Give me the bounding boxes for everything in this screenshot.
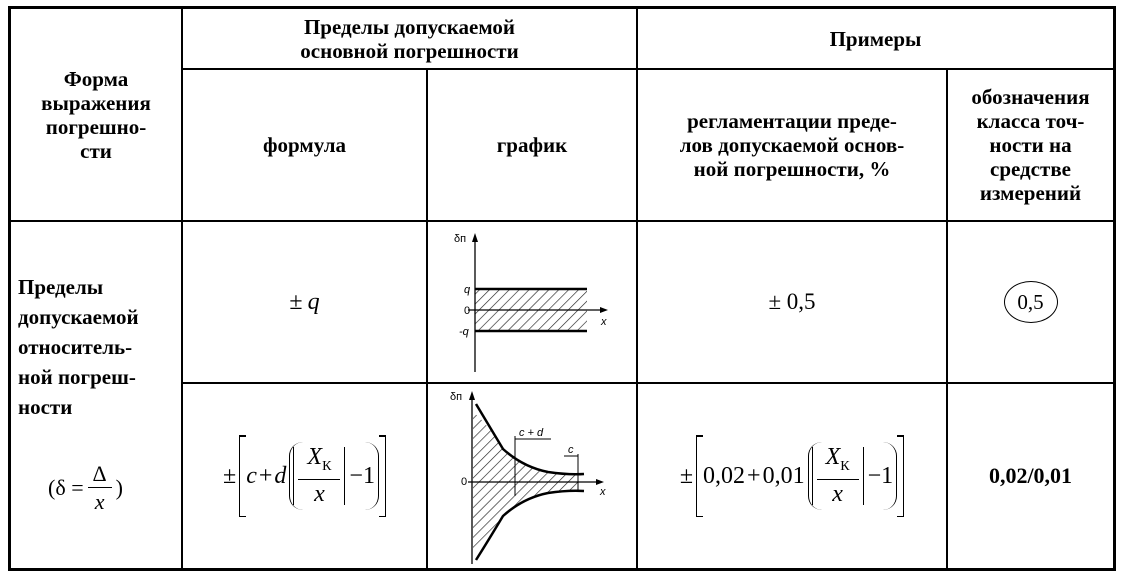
row2-formula: ± c + d $X_К$ x −1 (183, 384, 426, 568)
table-border-bottom (8, 568, 1116, 571)
graph1-y-label: δп (454, 233, 467, 245)
header-form: Форма выражения погрешно- сти (41, 66, 151, 163)
graph2-x-arrow (596, 479, 604, 485)
row1-example: ± 0,5 (768, 289, 816, 314)
header-graph: график (496, 133, 568, 157)
graph1-x-label: x (601, 316, 607, 328)
graph2-y-arrow (469, 391, 475, 400)
header-formula: формула (263, 133, 346, 157)
graph1-zero-label: 0 (464, 305, 471, 317)
class-mark-circle: 0,5 (1004, 281, 1058, 323)
graph1-y-arrow (472, 233, 478, 242)
graph2-c-label: c (568, 444, 574, 456)
graph-constant-limits (428, 222, 636, 382)
graph1-upper-label: q (464, 284, 471, 296)
row-label-formula: (δ = Δ x ) (48, 460, 123, 514)
row2-class-mark: 0,02/0,01 (988, 463, 1073, 488)
graph2-zero-label: 0 (461, 476, 468, 488)
graph2-x-label: x (600, 486, 606, 498)
table-border-right (1113, 6, 1116, 571)
header-designation: обозначения класса точ- ности на средстве измерений (971, 85, 1090, 205)
row2-example: ± 0,02 + 0,01 $X_К$ x −1 (638, 384, 946, 568)
row-label-relative-error: Пределы допускаемой относитель- ной погреш- ности (18, 275, 139, 419)
graph-binomial-limits (428, 384, 636, 568)
graph1-lower-label: -q (459, 326, 469, 338)
header-regulation: регламентации преде- лов допускаемой основ- ной погрешности, % (679, 109, 905, 181)
graph2-cd-label: c + d (519, 427, 544, 439)
graph2-y-label: δп (450, 391, 463, 403)
header-examples-group: Примеры (829, 26, 922, 51)
row1-class-cell (948, 222, 1113, 382)
row1-formula: ± q (289, 289, 320, 315)
header-limits-group: Пределы допускаемой основной погрешности (300, 14, 519, 63)
graph1-x-arrow (600, 307, 608, 313)
